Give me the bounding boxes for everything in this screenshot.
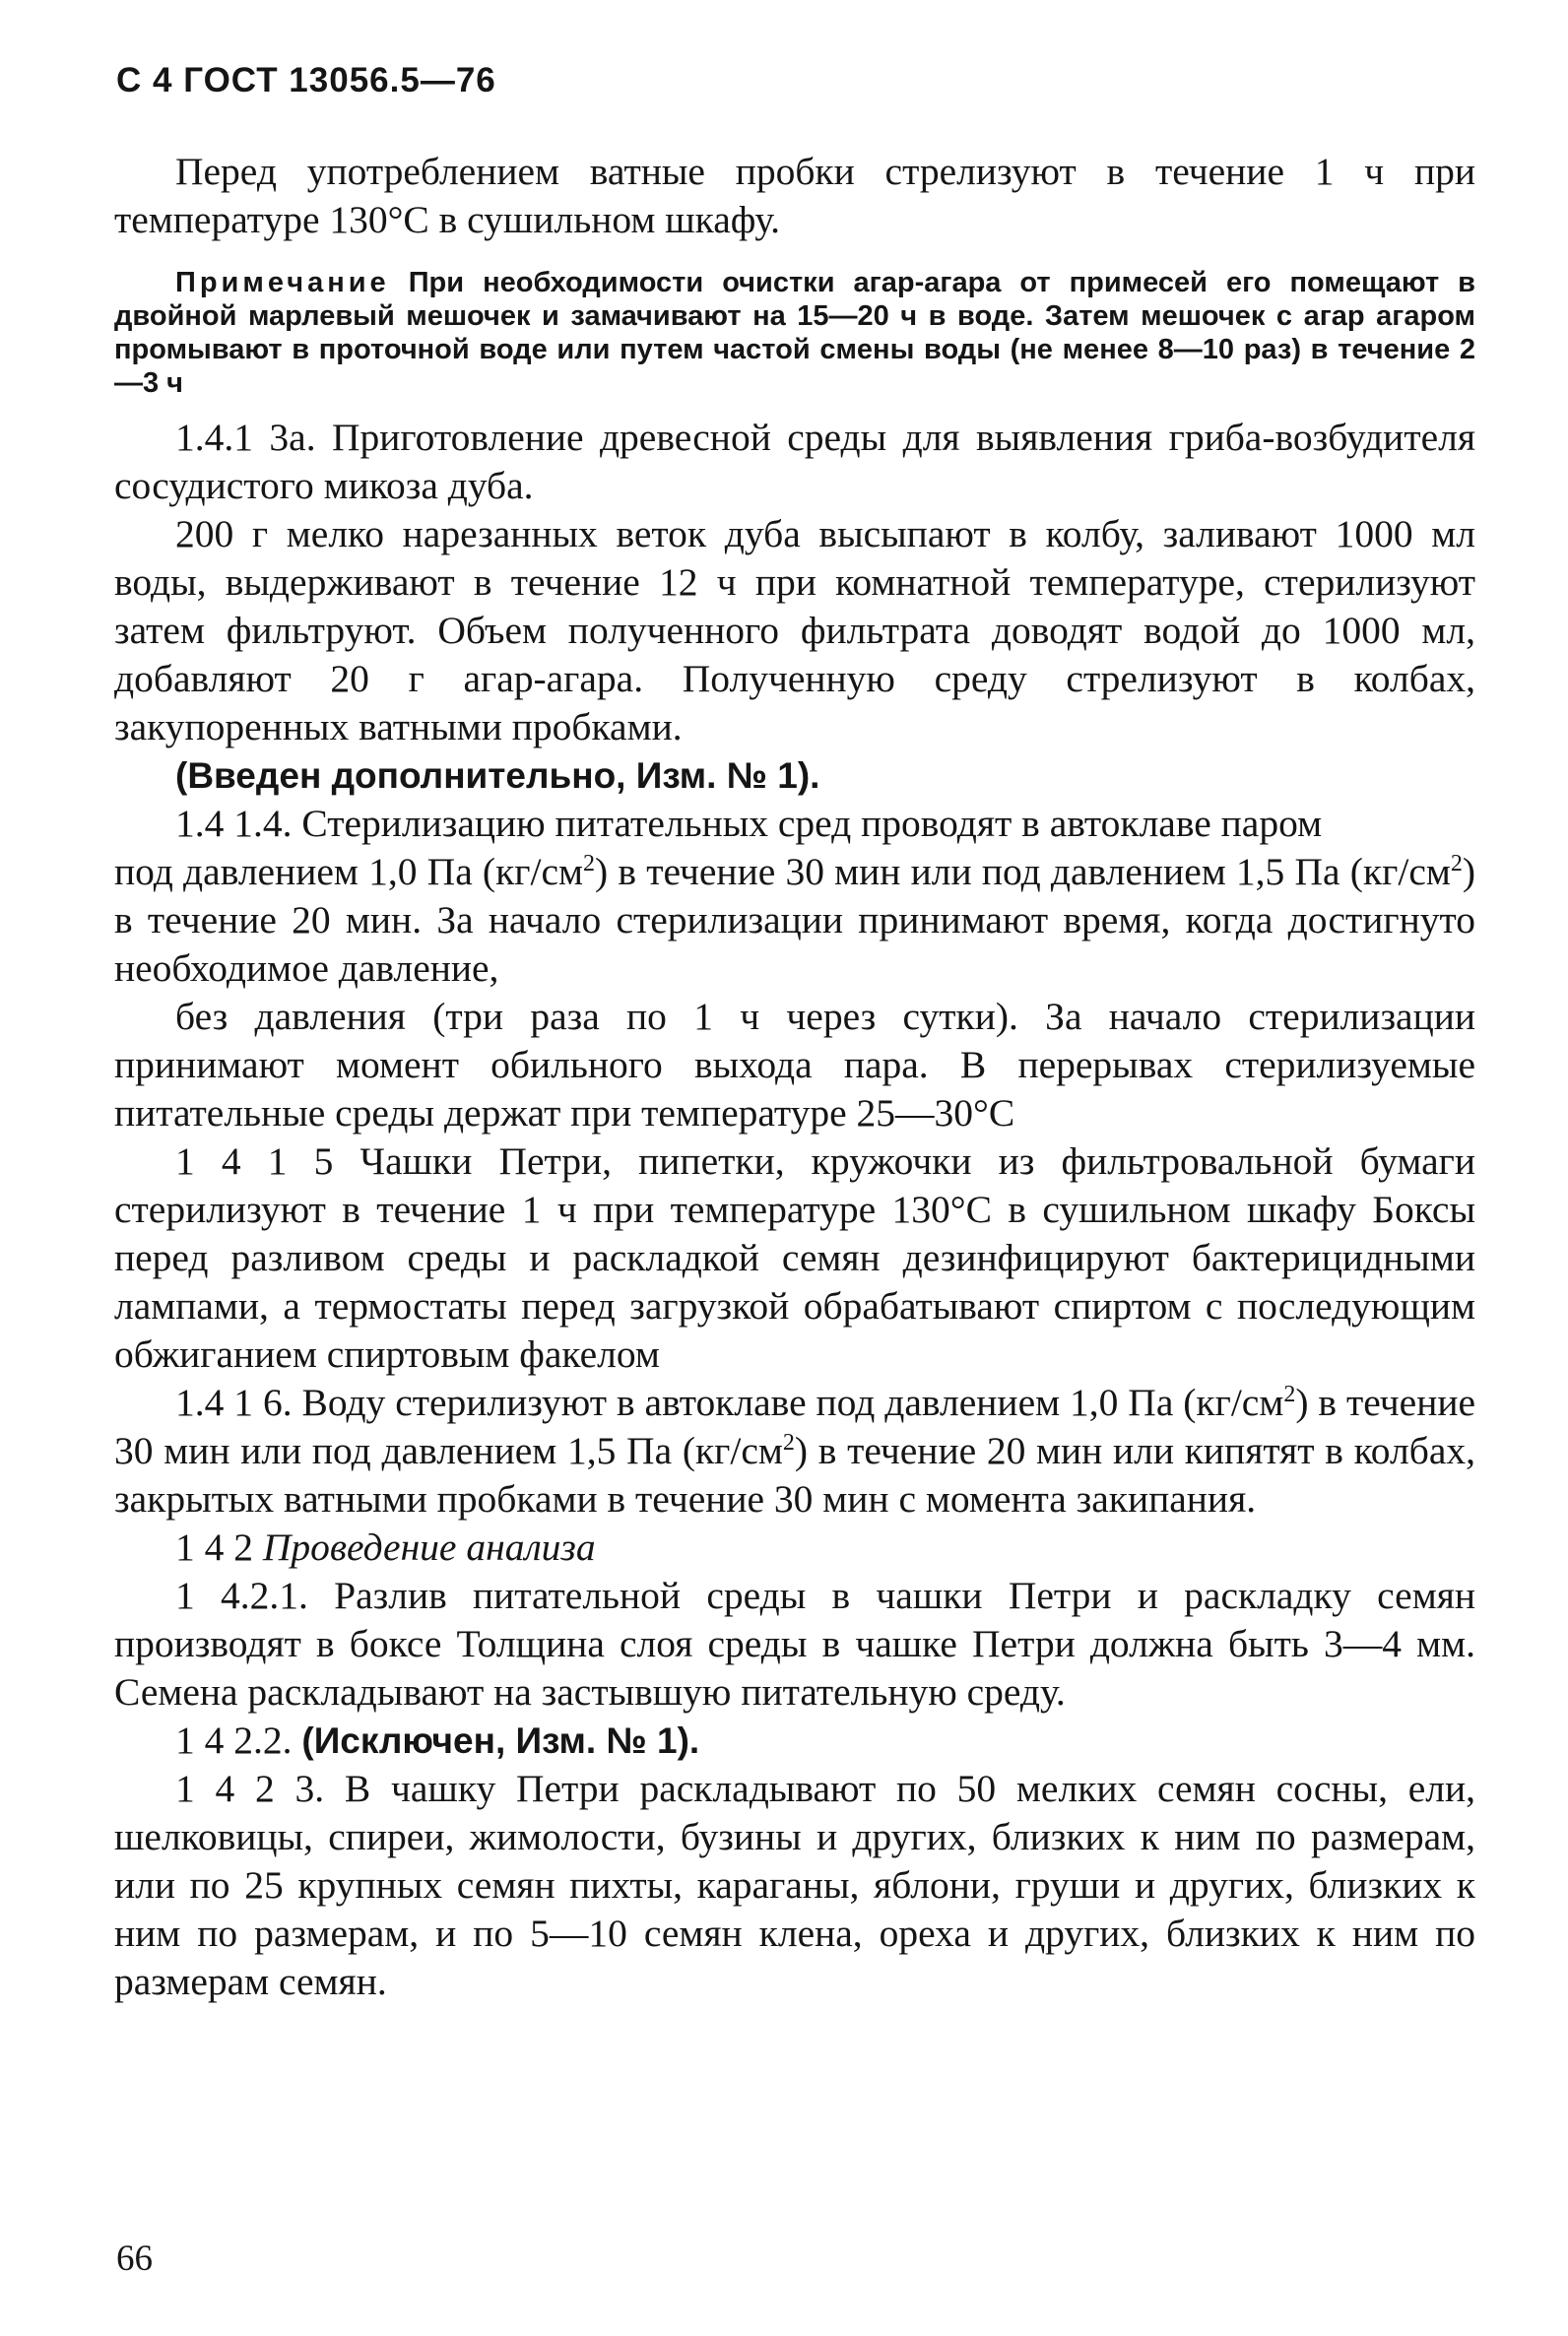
note-paragraph <box>114 266 1475 400</box>
page-number: 66 <box>116 2239 153 2279</box>
paragraph-amendment-added <box>114 751 1475 800</box>
pressure-text-2: ) в течение 30 мин или под давлением 1,5 Па (кг/см <box>595 850 1451 893</box>
analysis-section-number: 1 4 2 <box>175 1525 263 1569</box>
superscript-2: 2 <box>1450 850 1463 876</box>
superscript-2: 2 <box>583 850 595 876</box>
amendment-added-text: (Введен дополнительно, Изм. № 1). <box>175 755 820 796</box>
pressure-text-3: ) в течение 20 мин. За начало стерилизации принимают время, когда достигнуто необходимое давление, <box>114 850 1475 990</box>
note-text: При необходимости очистки агар-агара от примесей его помещают в двойной марлевый мешочек и замачивают на 15—20 ч в воде. Затем мешочек с агар агаром промывают в проточной воде или путем частой смены воды (не менее 8—10 раз) в течение 2—3 ч <box>114 267 1475 399</box>
superscript-2: 2 <box>1283 1381 1296 1407</box>
paragraph-water-sterilization <box>114 1379 1475 1524</box>
excluded-text: (Исключен, Изм. № 1). <box>301 1720 700 1761</box>
paragraph-seed-layout: 1 4 2 3. В чашку Петри раскладывают по 50 мелких семян сосны, ели, шелковицы, спиреи, жимолости, бузины и других, близких к ним по размерам, или по 25 крупных семян пихты, караганы, яблони, груши и других, близких к ним по размерам, и по 5—10 семян клена, ореха и других, близких к ним по размерам семян. <box>114 1767 1475 2003</box>
paragraph-medium-pouring: 1 4.2.1. Разлив питательной среды в чашки Петри и раскладку семян производят в боксе Толщина слоя среды в чашке Петри должна быть 3—4 мм. Семена раскладывают на застывшую питательную среду. <box>114 1574 1475 1714</box>
paragraph-analysis-heading <box>114 1524 1475 1572</box>
document-body <box>114 148 1475 2006</box>
superscript-2: 2 <box>782 1429 795 1456</box>
water-text-3: ) в течение 20 мин или кипятят в колбах, закрытых ватными пробками в течение 30 мин с момента закипания. <box>114 1429 1475 1521</box>
paragraph-petri-dishes: 1 4 1 5 Чашки Петри, пипетки, кружочки из фильтровальной бумаги стерилизуют в течение 1 ч при температуре 130°С в сушильном шкафу Боксы перед разливом среды и раскладкой семян дезинфицируют бактерицидными лампами, а термостаты перед загрузкой обрабатывают спиртом с последующим обжиганием спиртовым факелом <box>114 1139 1475 1376</box>
paragraph-wood-medium-heading: 1.4.1 3а. Приготовление древесной среды для выявления гриба-возбудителя сосудистого микоза дуба. <box>114 416 1475 507</box>
analysis-section-title: Проведение анализа <box>262 1525 596 1569</box>
paragraph-sterilization-pressure <box>114 848 1475 993</box>
paragraph-excluded <box>114 1717 1475 1765</box>
excluded-section-number: 1 4 2.2. <box>175 1719 302 1762</box>
paragraph-sterilization-intro: 1.4 1.4. Стерилизацию питательных сред проводят в автоклаве паром <box>175 802 1323 845</box>
water-text-1: 1.4 1 6. Воду стерилизуют в автоклаве под давлением 1,0 Па (кг/см <box>175 1381 1284 1424</box>
running-header: С 4 ГОСТ 13056.5—76 <box>116 61 496 99</box>
paragraph-cotton-plugs: Перед употреблением ватные пробки стрелизуют в течение 1 ч при температуре 130°С в сушильном шкафу. <box>114 150 1475 241</box>
water-text-2: ) в течение 30 мин или под давлением 1,5 Па (кг/см <box>114 1381 1475 1472</box>
pressure-text-1: под давлением 1,0 Па (кг/см <box>114 850 583 893</box>
paragraph-sterilization-no-pressure: без давления (три раза по 1 ч через сутки). За начало стерилизации принимают момент обильного выхода пара. В перерывах стерилизуемые питательные среды держат при температуре 25—30°С <box>114 995 1475 1135</box>
paragraph-wood-medium-method: 200 г мелко нарезанных веток дуба высыпают в колбу, заливают 1000 мл воды, выдерживают в течение 12 ч при комнатной температуре, стерилизуют затем фильтруют. Объем полученного фильтрата доводят водой до 1000 мл, добавляют 20 г агар-агара. Полученную среду стрелизуют в колбах, закупоренных ватными пробками. <box>114 512 1475 748</box>
note-label: Примечание <box>175 267 390 298</box>
